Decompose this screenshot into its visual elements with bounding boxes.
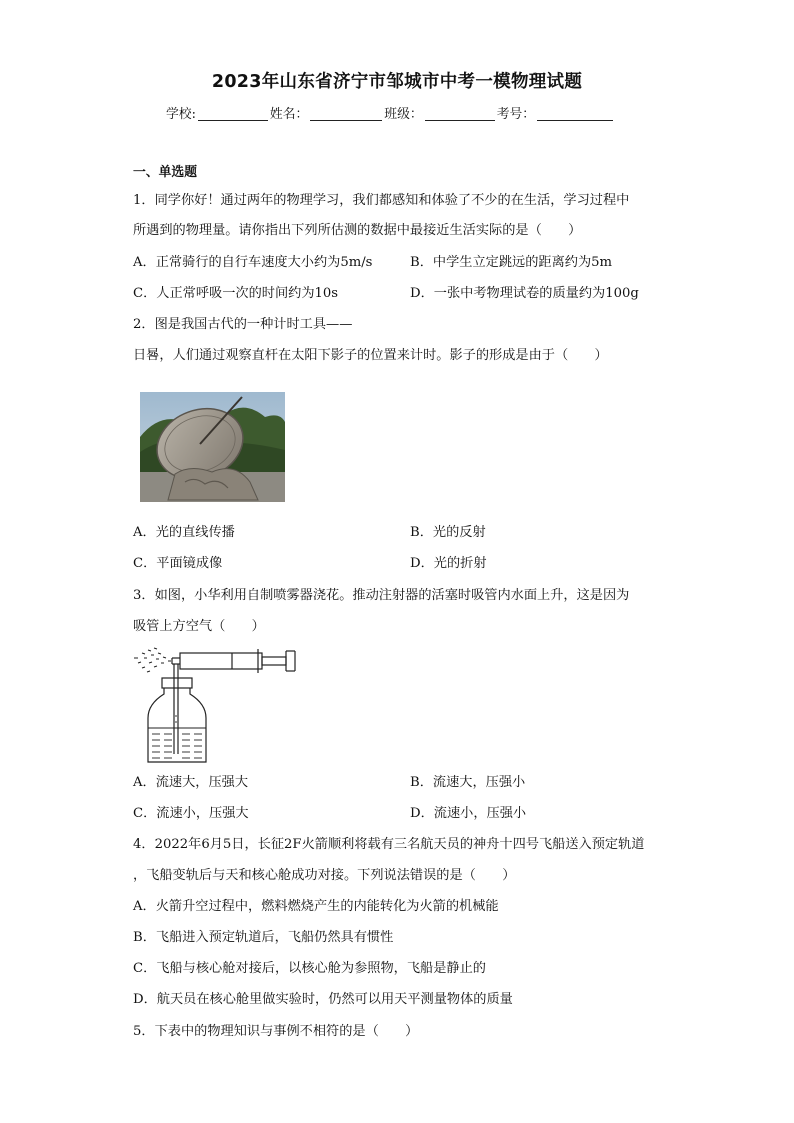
question-2-line-2: 日晷，人们通过观察直杆在太阳下影子的位置来计时。影子的形成是由于（ ） [133, 348, 608, 363]
question-3-line-2: 吸管上方空气（ ） [133, 619, 265, 634]
name-blank[interactable] [310, 106, 382, 121]
sprayer-diagram [132, 644, 300, 766]
question-1-option-b[interactable]: B．中学生立定跳远的距离约为5m [410, 255, 613, 270]
student-info-line [166, 103, 615, 122]
question-4-option-d[interactable]: D．航天员在核心舱里做实验时，仍然可以用天平测量物体的质量 [133, 992, 513, 1007]
question-4-line-1: 4．2022年6月5日，长征2F火箭顺利将载有三名航天员的神舟十四号飞船送入预定轨道 [133, 837, 645, 852]
exam-no-label: 考号： [496, 107, 536, 122]
school-blank[interactable] [198, 106, 268, 121]
question-4-option-b[interactable]: B．飞船进入预定轨道后，飞船仍然具有惯性 [133, 930, 394, 945]
question-3-line-1: 3．如图，小华利用自制喷雾器浇花。推动注射器的活塞时吸管内水面上升，这是因为 [133, 588, 630, 603]
question-5-line-1: 5．下表中的物理知识与事例不相符的是（ ） [133, 1024, 419, 1039]
question-1-option-c[interactable]: C．人正常呼吸一次的时间约为10s [133, 286, 339, 301]
question-2-option-a[interactable]: A．光的直线传播 [133, 525, 235, 540]
question-2-option-b[interactable]: B．光的反射 [410, 525, 486, 540]
question-1-option-d[interactable]: D．一张中考物理试卷的质量约为100g [410, 286, 639, 301]
section-title: 一、单选题 [133, 165, 197, 180]
school-label: 学校: [166, 107, 196, 122]
question-2-line-1: 2．图是我国古代的一种计时工具—— [133, 317, 353, 332]
question-2-option-c[interactable]: C．平面镜成像 [133, 556, 223, 571]
question-1-line-2: 所遇到的物理量。请你指出下列所估测的数据中最接近生活实际的是（ ） [133, 223, 582, 238]
question-1-option-a[interactable]: A．正常骑行的自行车速度大小约为5m/s [133, 255, 373, 270]
name-label: 姓名： [269, 107, 309, 122]
question-4-option-c[interactable]: C．飞船与核心舱对接后，以核心舱为参照物，飞船是静止的 [133, 961, 486, 976]
question-4-option-a[interactable]: A．火箭升空过程中，燃料燃烧产生的内能转化为火箭的机械能 [133, 899, 499, 914]
question-3-option-c[interactable]: C．流速小，压强大 [133, 806, 249, 821]
exam-no-blank[interactable] [537, 106, 613, 121]
question-3-option-d[interactable]: D．流速小，压强小 [410, 806, 527, 821]
exam-title: 2023年山东省济宁市邹城市中考一模物理试题 [211, 72, 583, 92]
question-3-option-b[interactable]: B．流速大，压强小 [410, 775, 526, 790]
class-label: 班级： [384, 107, 423, 122]
question-4-line-2: ，飞船变轨后与天和核心舱成功对接。下列说法错误的是（ ） [133, 868, 516, 883]
class-blank[interactable] [425, 106, 495, 121]
sundial-photo [140, 392, 285, 502]
question-2-option-d[interactable]: D．光的折射 [410, 556, 487, 571]
question-1-line-1: 1．同学你好！通过两年的物理学习，我们都感知和体验了不少的在生活，学习过程中 [133, 193, 630, 208]
question-3-option-a[interactable]: A．流速大，压强大 [133, 775, 249, 790]
